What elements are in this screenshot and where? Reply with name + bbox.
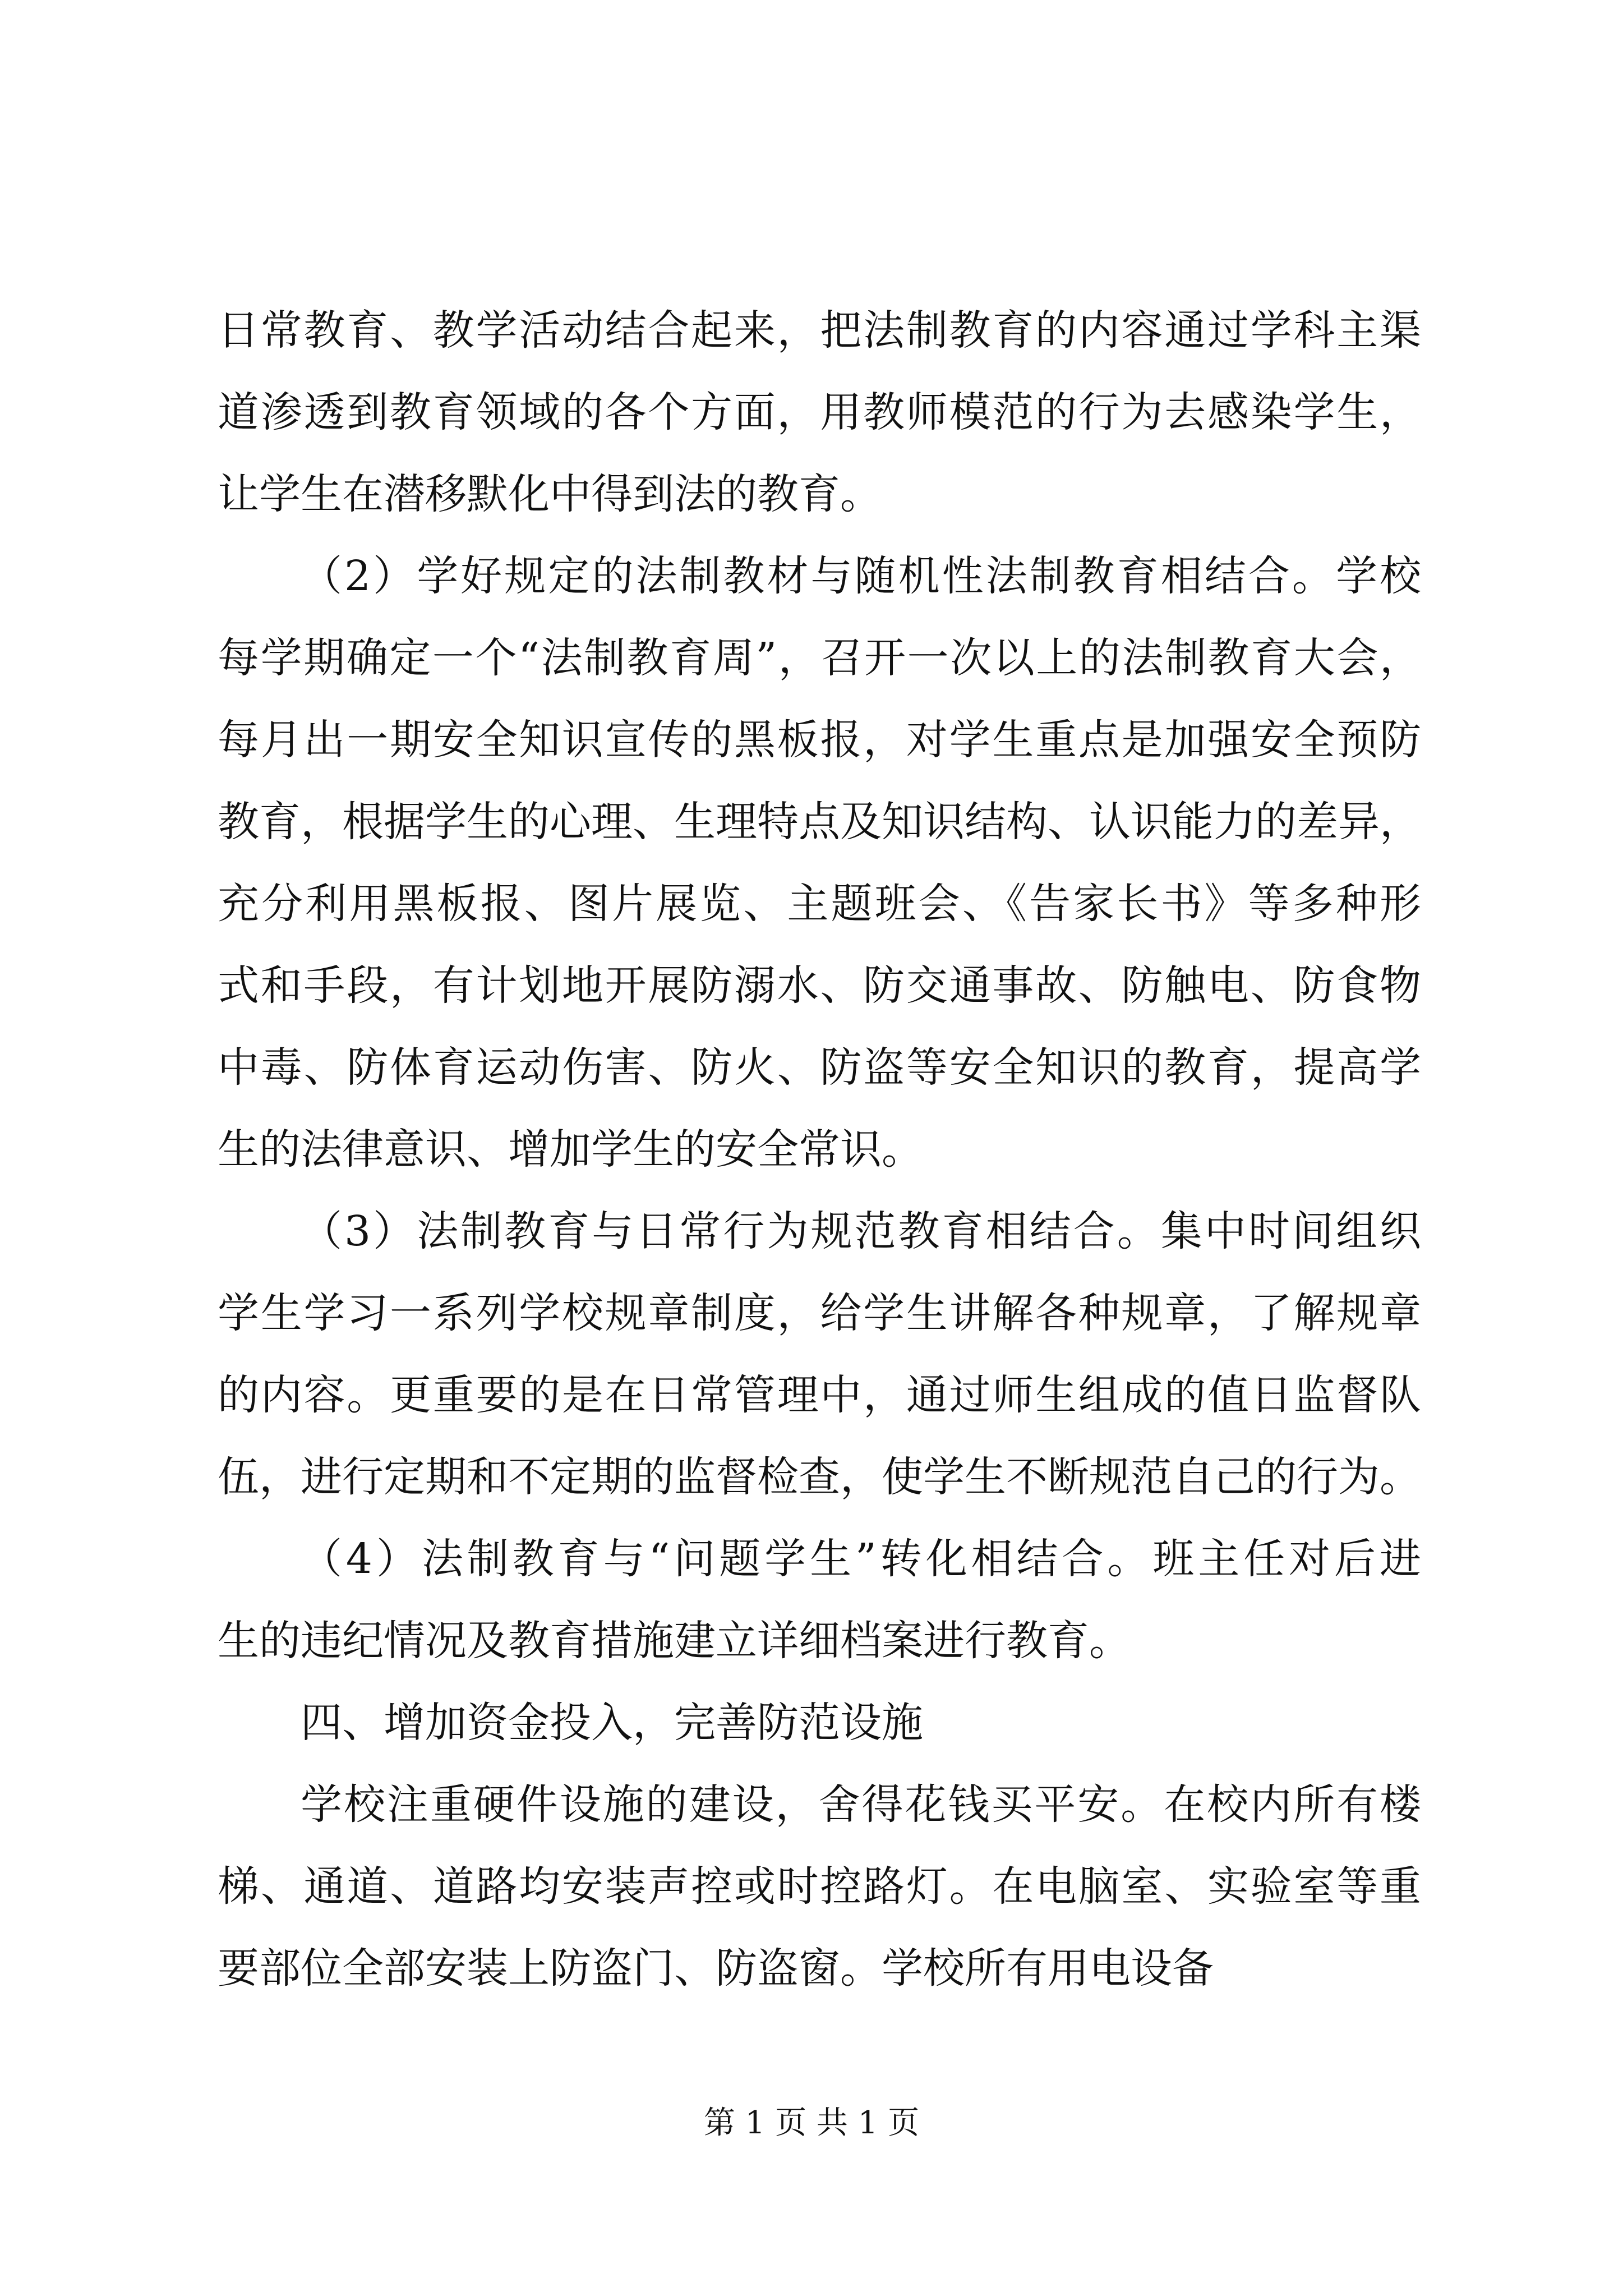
text-line: 道渗透到教育领域的各个方面，用教师模范的行为去感染学生， bbox=[218, 388, 1421, 436]
text-line: 充分利用黑板报、图片展览、主题班会、《告家长书》等多种形 bbox=[218, 880, 1421, 928]
text-line: 每月出一期安全知识宣传的黑板报，对学生重点是加强安全预防 bbox=[218, 716, 1421, 764]
text-line: 让学生在潜移默化中得到法的教育。 bbox=[218, 470, 882, 518]
text-line: 要部位全部安装上防盗门、防盗窗。学校所有用电设备 bbox=[218, 1944, 1214, 1993]
text-line: 中毒、防体育运动伤害、防火、防盗等安全知识的教育，提高学 bbox=[218, 1043, 1421, 1092]
page-footer: 第 1 页 共 1 页 bbox=[703, 2105, 920, 2141]
text-line: 教育，根据学生的心理、生理特点及知识结构、认识能力的差异， bbox=[218, 798, 1421, 846]
text-line: （3）法制教育与日常行为规范教育相结合。集中时间组织 bbox=[301, 1207, 1421, 1255]
text-line: 每学期确定一个“法制教育周”，召开一次以上的法制教育大会， bbox=[218, 634, 1421, 682]
text-line: 学校注重硬件设施的建设，舍得花钱买平安。在校内所有楼 bbox=[301, 1780, 1421, 1829]
document-body bbox=[218, 289, 1421, 2009]
text-line: 学生学习一系列学校规章制度，给学生讲解各种规章，了解规章 bbox=[218, 1289, 1421, 1337]
text-line: 梯、通道、道路均安装声控或时控路灯。在电脑室、实验室等重 bbox=[218, 1862, 1421, 1911]
text-line: 的内容。更重要的是在日常管理中，通过师生组成的值日监督队 bbox=[218, 1371, 1421, 1419]
text-line: 伍，进行定期和不定期的监督检查，使学生不断规范自己的行为。 bbox=[218, 1453, 1421, 1501]
text-line: 生的法律意识、增加学生的安全常识。 bbox=[218, 1125, 923, 1174]
text-line: 四、增加资金投入，完善防范设施 bbox=[301, 1699, 923, 1747]
text-line: 日常教育、教学活动结合起来，把法制教育的内容通过学科主渠 bbox=[218, 306, 1421, 355]
text-line: （2）学好规定的法制教材与随机性法制教育相结合。学校 bbox=[301, 552, 1421, 600]
text-line: 式和手段，有计划地开展防溺水、防交通事故、防触电、防食物 bbox=[218, 961, 1421, 1010]
text-line: （4）法制教育与“问题学生”转化相结合。班主任对后进 bbox=[301, 1535, 1421, 1583]
text-line: 生的违纪情况及教育措施建立详细档案进行教育。 bbox=[218, 1617, 1131, 1665]
